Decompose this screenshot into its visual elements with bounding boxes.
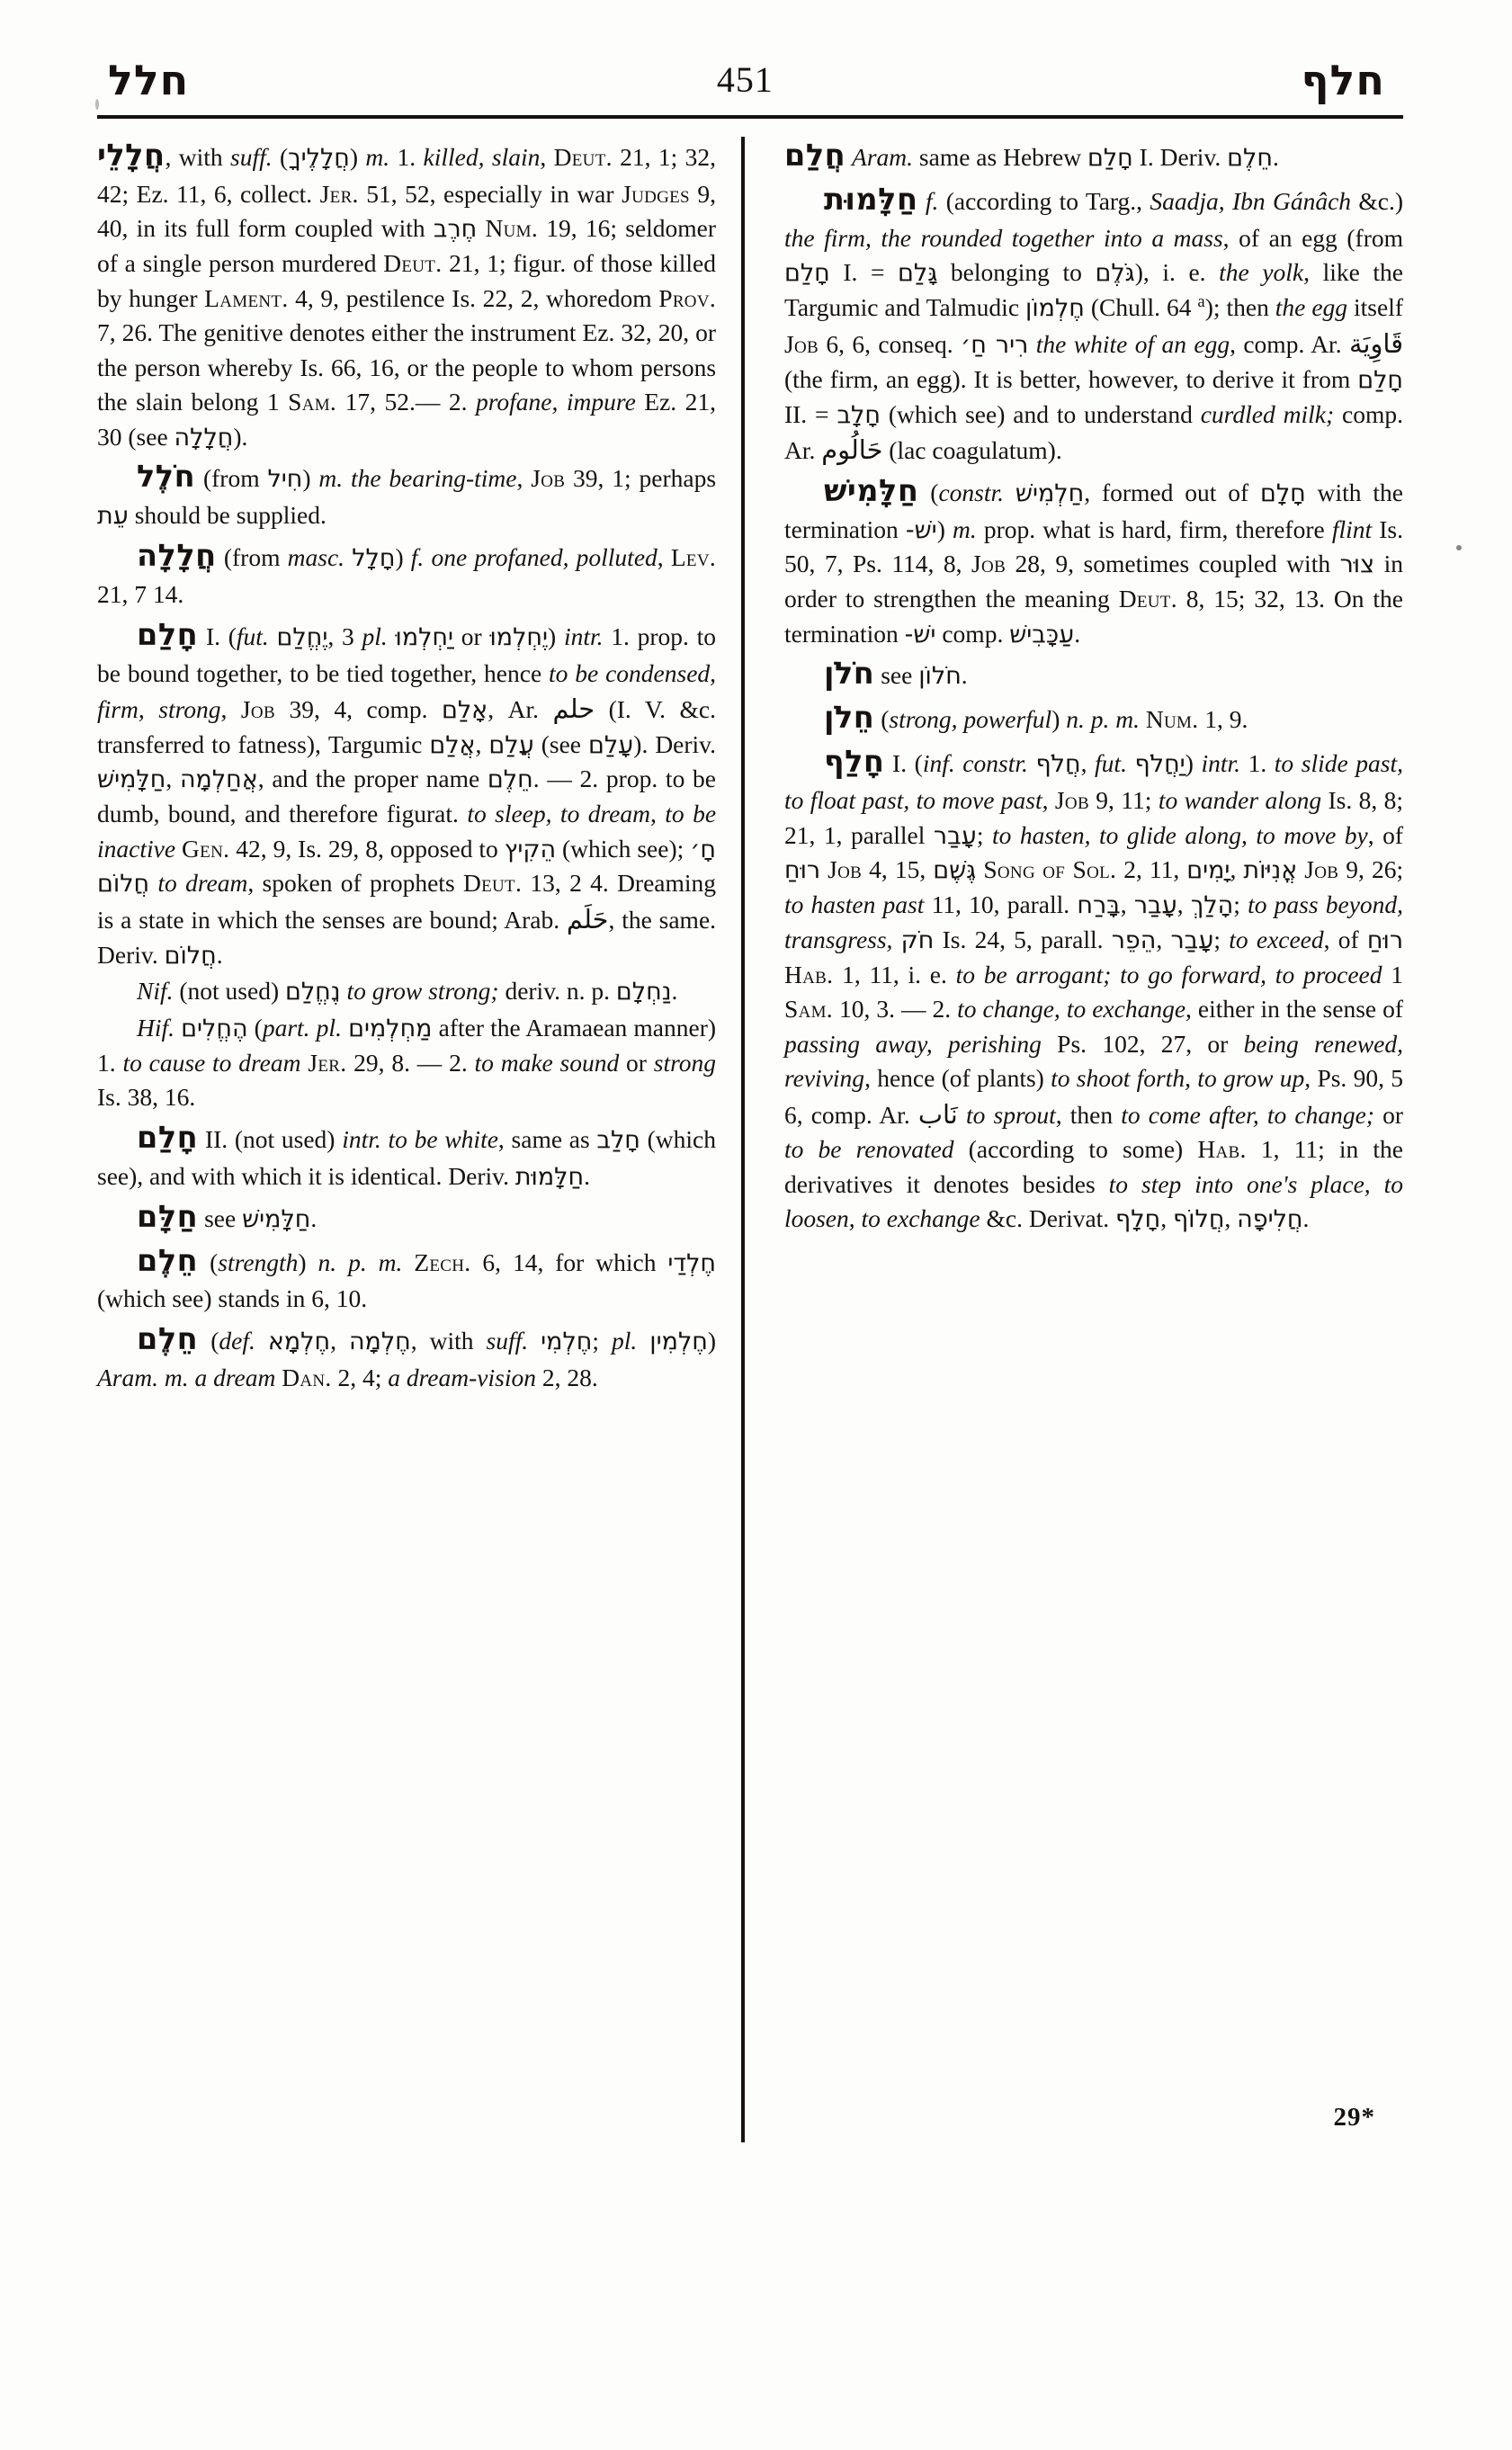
dictionary-entry: Nif. (not used) נֶחֱלַם to grow strong; deriv. n. p. נַחְלָם. [137,977,678,1006]
page-number: 451 [716,59,774,100]
dictionary-entry: חַלָּמוּת f. (according to Targ., Saadja, Ibn Gánâch &c.) the firm, the rounded together into a mass, of an egg (from חָלַם I. = גָּלַם belonging to גֹּלֶם), i. e. the yolk, like the Targumic and Talmudic חֶלְמוֹן (Chull. 64 $^a$); then the egg itself Job 6, 6, conseq. רִיר חַ׳ the white of an egg, comp. Ar. قَاوِيَة (the firm, an egg). It is better, however, to derive it from חָלַם II. = חָלָב (which see) and to understand curdled milk; comp. Ar. حَالُوم (lac coagulatum). [783,181,1403,466]
right-column [754,135,1403,2294]
dictionary-entry: חֹלֶל (from חִיל) m. the bearing-time, Job 39, 1; perhaps עֵת should be supplied. [97,459,717,531]
dictionary-entry: חֵלֶם (strength) n. p. m. Zech. 6, 14, for which חֶלְדַי (which see) stands in 6, 10. [97,1242,717,1313]
dictionary-entry: חֲלַם Aram. same as Hebrew חָלַם I. Deriv. חֵלֶם. [783,138,1279,173]
column-divider [741,137,745,2142]
dictionary-entry: חֵלֹן (strong, powerful) n. p. m. Num. 1, 9. [823,700,1248,736]
dictionary-entry: חָלַף I. (inf. constr. חֲלֹף, fut. יַחֲלֹף) intr. 1. to slide past, to float past, to move past, Job 9, 11; to wander along Is. 8, 8; 21, 1, parallel עָבַר; to hasten, to glide along, to move by, of רוּחַ Job 4, 15, גֶּשֶׁם Song of Sol. 2, 11, יָמִים, אֳנִיּוֹת Job 9, 26; to hasten past 11, 10, parall. בָּרַח, עָבַר, הָלַךְ; to pass beyond, transgress, חֹק Is. 24, 5, parall. הֵפֵר, עָבַר; to exceed, of רוּחַ Hab. 1, 11, i. e. to be arrogant; to go forward, to proceed 1 Sam. 10, 3. — 2. to change, to exchange, either in the sense of passing away, perishing Ps. 102, 27, or being renewed, reviving, hence (of plants) to shoot forth, to grow up, Ps. 90, 5 6, comp. Ar. نَاب to sprout, then to come after, to change; or to be renovated (according to some) Hab. 1, 11; in the derivatives it denotes besides to step into one's place, to loosen, to exchange &c. Derivat. חָלָף, חֲלוֹף, חֲלִיפָה. [783,744,1404,1234]
dictionary-entry: חֵלֶם (def. חֶלְמָא, חֶלְמָה, with suff. חֶלְמִי; pl. חֶלְמִין) Aram. m. a dream Dan. 2, 4; a dream-vision 2, 28. [97,1320,717,1391]
dictionary-entry: חַלָּם see חַלָּמִישׁ. [137,1198,318,1234]
scan-speck [1456,545,1462,550]
dictionary-entry: חֲלָלָה (from masc. חָלָל) f. one profaned, polluted, Lev. 21, 7 14. [97,538,717,609]
header-rule [97,115,1403,119]
dictionary-entry: חָלַם I. (fut. יֶחֱלַם, 3 pl. יַחְלְמוּ or יֶחְלְמוּ) intr. 1. prop. to be bound together, to be tied together, hence to be condensed, firm, strong, Job 39, 4, comp. אָלַם, Ar. حلم (I. V. &c. transferred to fatness), Targumic אֲלַם, עֲלַם (see עָלַם). Deriv. חַלָּמִישׁ, אֲחַלְמָה, and the proper name חֵלֶם. — 2. prop. to be dumb, bound, and therefore figurat. to sleep, to dream, to be inactive Gen. 42, 9, Is. 29, 8, opposed to הֵקִיץ (which see); חָ׳ חֲלוֹם to dream, spoken of prophets Deut. 13, 2 4. Dreaming is a state in which the senses are bound; Arab. حَلَم, the same. Deriv. חֲלוֹם. [97,616,717,970]
two-column-body [97,135,1403,2294]
running-head-left-hebrew: חלל [108,56,190,104]
signature-mark: 29* [1333,2103,1375,2132]
dictionary-entry: חֹלֹן see חֹלוֹן. [823,656,968,692]
dictionary-entry: Hif. הֶחֱלִים (part. pl. מַחְלְמִים after the Aramaean manner) 1. to cause to dream Jer. 29, 8. — 2. to make sound or strong Is. 38, 16. [97,1014,717,1112]
running-head-right-hebrew: חלף [1301,56,1385,104]
left-column [97,135,732,2294]
running-head [108,38,1385,104]
dictionary-entry: חָלַם II. (not used) intr. to be white, same as חָלַב (which see), and with which it is identical. Deriv. חַלָּמוּת. [97,1119,717,1191]
dictionary-entry: חֲלָלֵי, with suff. (חֲלָלֶיךָ) m. 1. killed, slain, Deut. 21, 1; 32, 42; Ez. 11, 6, collect. Jer. 51, 52, especially in war Judges 9, 40, in its full form coupled with חֶרֶב Num. 19, 16; seldomer of a single person murdered Deut. 21, 1; figur. of those killed by hunger Lament. 4, 9, pestilence Is. 22, 2, whoredom Prov. 7, 26. The genitive denotes either the instrument Ez. 32, 20, or the person whereby Is. 66, 16, or the people to whom persons the slain belong 1 Sam. 17, 52.— 2. profane, impure Ez. 21, 30 (see חֲלָלָה). [97,138,717,452]
scan-speck [95,99,99,110]
dictionary-entry: חַלָּמִישׁ (constr. חַלְמִישׁ, formed out of חָלָם with the termination ישׁ‑) m. prop. what is hard, firm, therefore flint Is. 50, 7, Ps. 114, 8, Job 28, 9, sometimes coupled with צוּר in order to strengthen the meaning Deut. 8, 15; 32, 13. On the termination ישׁ‑ comp. עַכָּבִישׁ. [783,472,1403,648]
